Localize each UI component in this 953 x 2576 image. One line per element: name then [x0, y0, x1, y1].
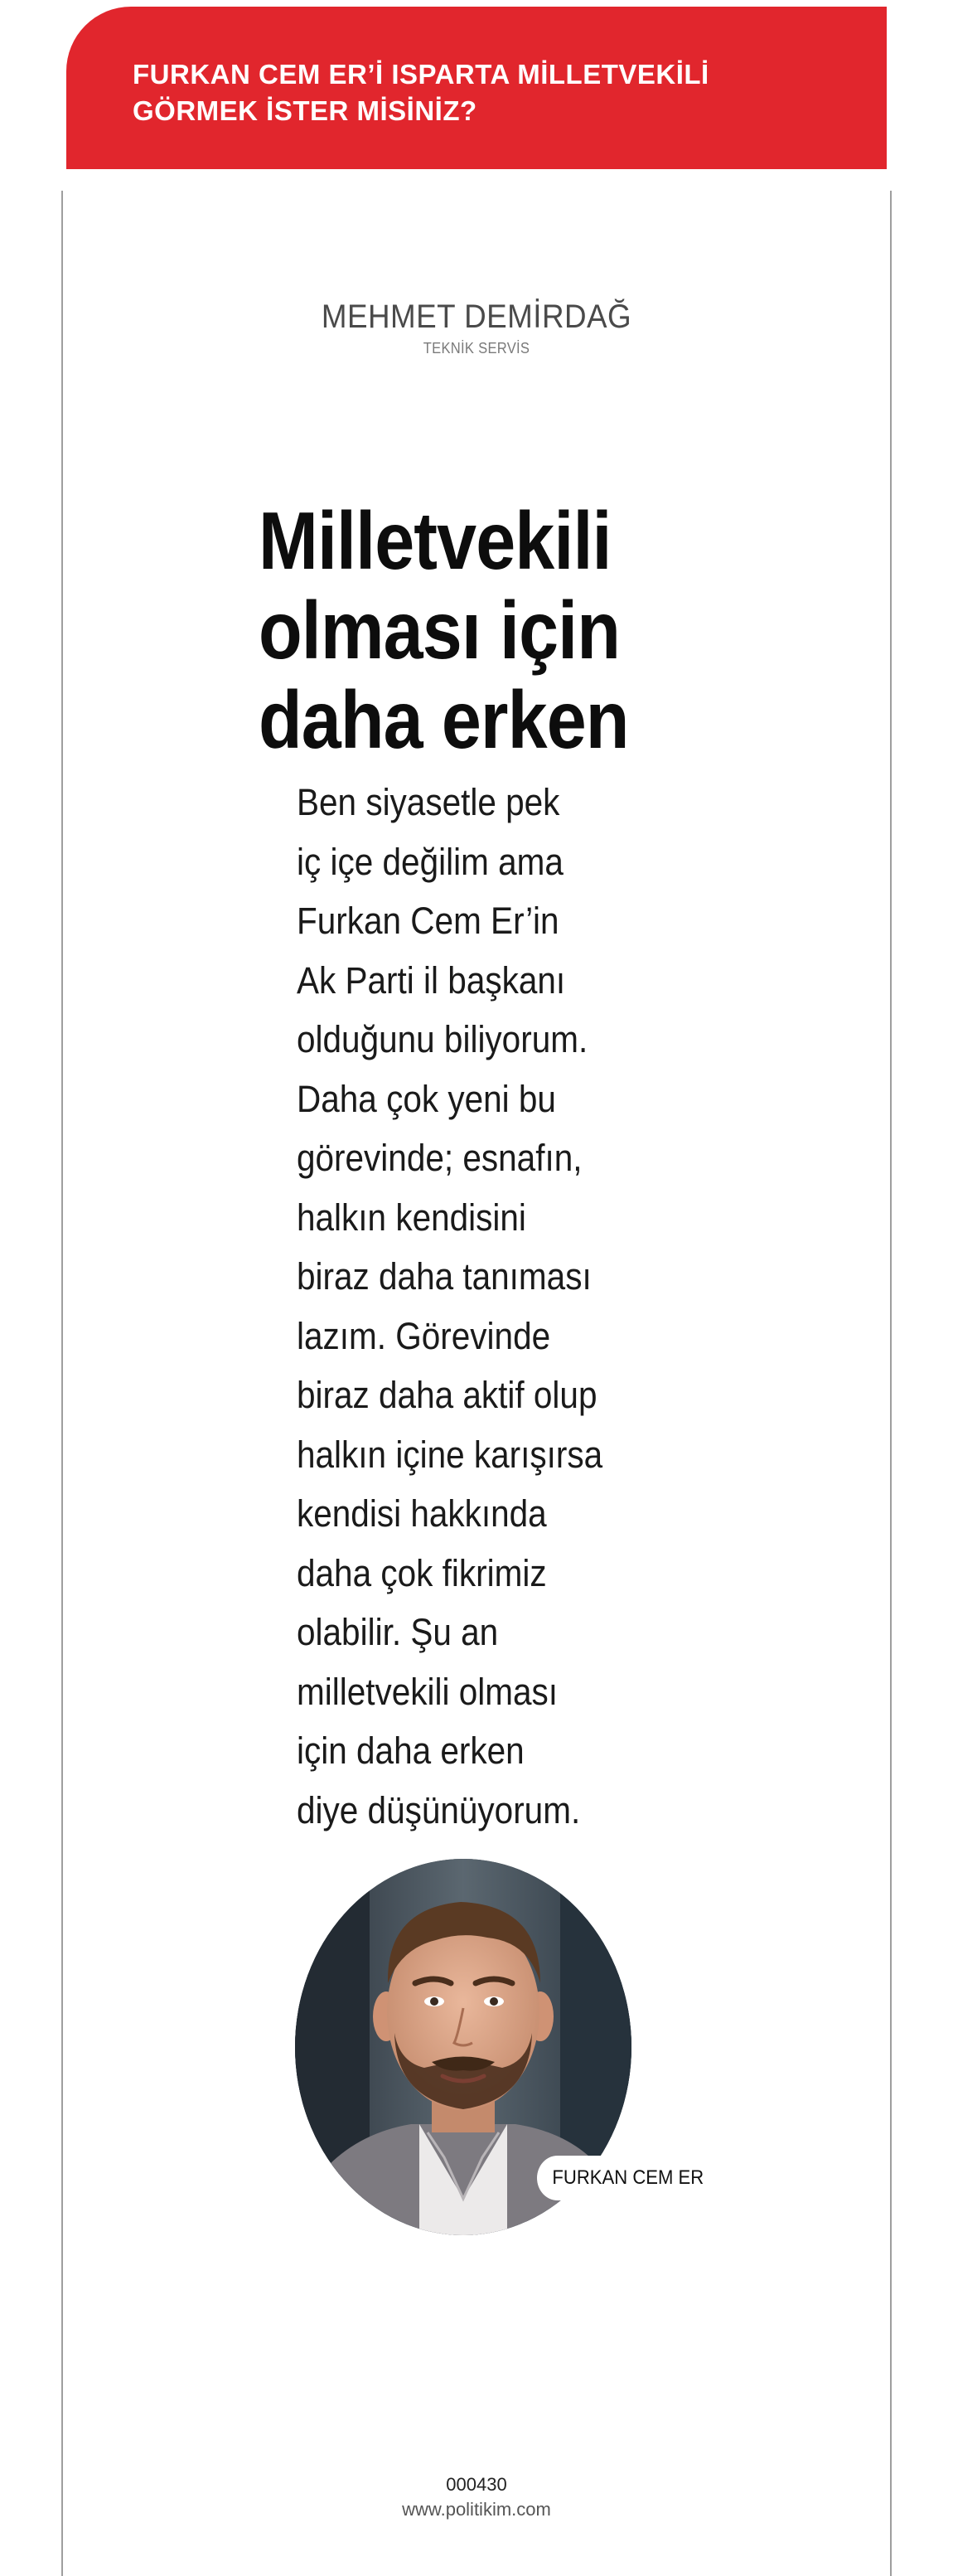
body-line: daha çok fikrimiz	[297, 1551, 547, 1594]
headline-line: olması için	[259, 585, 621, 676]
author-role: TEKNİK SERVİS	[423, 340, 530, 357]
right-divider	[890, 191, 892, 2576]
header-banner	[66, 7, 887, 169]
body-line: görevinde; esnafın,	[297, 1137, 583, 1179]
body-line: için daha erken	[297, 1729, 525, 1772]
body-line: biraz daha tanıması	[297, 1255, 592, 1298]
article-headline	[259, 496, 711, 764]
body-line: biraz daha aktif olup	[297, 1374, 597, 1416]
body-line: diye düşünüyorum.	[297, 1788, 581, 1831]
banner-question	[133, 56, 862, 129]
body-line: kendisi hakkında	[297, 1492, 547, 1535]
photo-caption: FURKAN CEM ER	[537, 2156, 720, 2200]
body-line: olduğunu biliyorum.	[297, 1018, 588, 1060]
body-line: Ak Parti il başkanı	[297, 958, 566, 1002]
body-line: halkın kendisini	[297, 1196, 526, 1239]
banner-line-1: FURKAN CEM ER’İ ISPARTA MİLLETVEKİLİ	[133, 59, 709, 90]
body-line: Daha çok yeni bu	[297, 1077, 556, 1120]
body-line: lazım. Görevinde	[297, 1314, 551, 1357]
body-line: halkın içine karışırsa	[297, 1433, 603, 1476]
byline	[249, 297, 704, 357]
body-line: iç içe değilim ama	[297, 840, 564, 883]
article-body	[297, 773, 685, 1840]
page-code: 000430	[446, 2474, 507, 2495]
headline-line: Milletvekili	[259, 495, 612, 586]
headline-line: daha erken	[259, 674, 629, 765]
body-line: milletvekili olması	[297, 1670, 559, 1713]
website-url: www.politikim.com	[402, 2499, 551, 2520]
body-line: olabilir. Şu an	[297, 1611, 499, 1653]
page-footer	[311, 2472, 642, 2522]
left-divider	[61, 191, 63, 2576]
author-name: MEHMET DEMİRDAĞ	[321, 298, 632, 335]
body-line: Furkan Cem Er’in	[297, 900, 559, 942]
banner-line-2: GÖRMEK İSTER MİSİNİZ?	[133, 95, 477, 126]
body-line: Ben siyasetle pek	[297, 781, 560, 823]
